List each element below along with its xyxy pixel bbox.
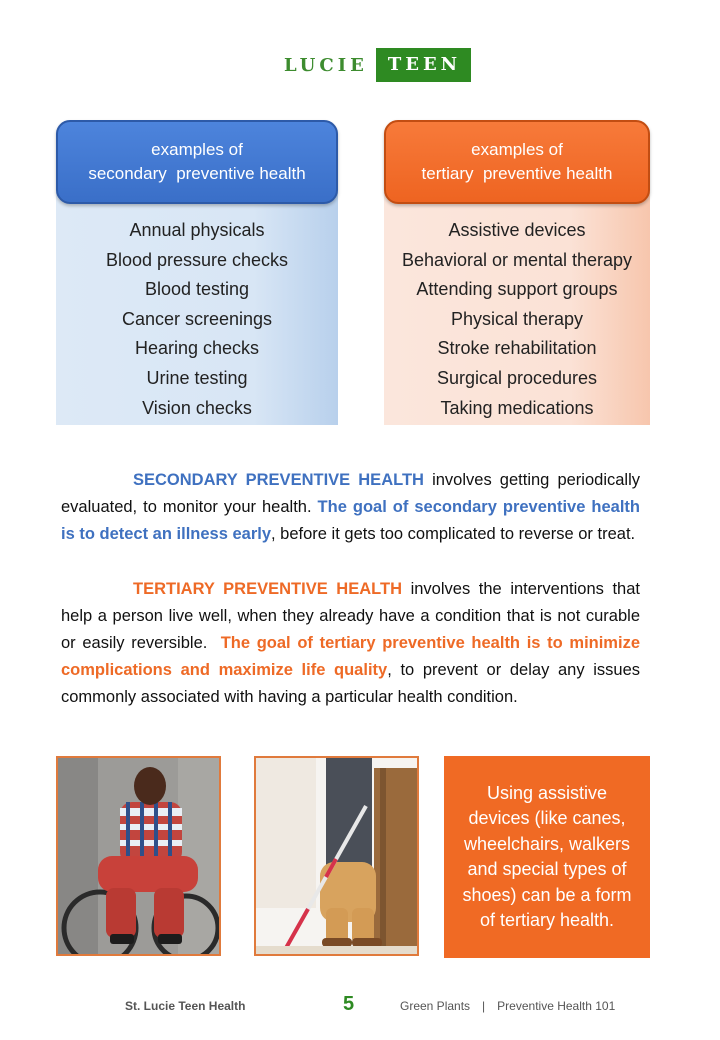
footer-publication: St. Lucie Teen Health (125, 999, 246, 1013)
tertiary-term: TERTIARY PREVENTIVE HEALTH (133, 580, 402, 598)
tertiary-card-title-line2: tertiary preventive health (421, 164, 613, 183)
page-footer (0, 995, 720, 1019)
secondary-text1: involves getting periodically evaluated, to monitor your health. (61, 471, 640, 516)
cane-user-illustration (256, 758, 417, 954)
list-item: Taking medications (440, 397, 594, 418)
list-item: Physical therapy (450, 308, 584, 329)
secondary-card-title-line1: examples of (151, 140, 243, 159)
list-item: Attending support groups (416, 279, 618, 300)
list-item: Blood pressure checks (105, 249, 289, 270)
wheelchair-user-photo (56, 756, 221, 956)
cane-user-photo (254, 756, 419, 956)
wheelchair-user-illustration (58, 758, 219, 954)
list-item: Blood testing (144, 279, 250, 300)
list-item: Surgical procedures (436, 367, 598, 388)
page-number: 5 (343, 993, 355, 1015)
secondary-text2: , before it gets too complicated to reverse or treat. (271, 525, 636, 543)
list-item: Stroke rehabilitation (437, 338, 597, 359)
footer-section (400, 999, 615, 1013)
footer-separator: | (482, 999, 486, 1013)
brand-logo-part2: TEEN (376, 48, 471, 82)
secondary-goal: The goal of secondary preventive health is to detect an illness early (61, 498, 640, 543)
list-item: Hearing checks (134, 338, 260, 359)
secondary-examples-list (56, 216, 338, 423)
list-item: Assistive devices (448, 220, 586, 240)
brand-logo-part1: LUCIE (284, 54, 368, 76)
tertiary-card-title-line1: examples of (471, 140, 563, 159)
tertiary-examples-list (384, 216, 650, 423)
callout-text: Using assistive devices (like canes, wheelchairs, walkers and special types of shoes) can be a form of tertiary health. (462, 782, 632, 930)
secondary-card-header (56, 120, 338, 204)
tertiary-goal: The goal of tertiary preventive health is to minimize complications and maximize life quality (61, 634, 640, 679)
list-item: Annual physicals (129, 220, 265, 240)
tertiary-examples-card (384, 120, 650, 425)
secondary-health-paragraph (61, 467, 640, 548)
assistive-devices-callout (444, 756, 650, 958)
tertiary-card-header (384, 120, 650, 204)
list-item: Vision checks (142, 397, 252, 418)
tertiary-health-paragraph (61, 576, 645, 711)
tertiary-text1: involves the interventions that help a person live well, when they already have a condition that is not curable or easily reversible. (61, 580, 645, 652)
secondary-examples-card (56, 120, 338, 425)
tertiary-text2: , to prevent or delay any issues commonly associated with having a particular health condition. (61, 661, 640, 706)
list-item: Behavioral or mental therapy (401, 249, 633, 270)
footer-section-name: Green Plants (400, 999, 471, 1013)
list-item: Urine testing (146, 367, 248, 388)
secondary-term: SECONDARY PREVENTIVE HEALTH (133, 471, 424, 489)
footer-document-title: Preventive Health 101 (497, 999, 616, 1013)
list-item: Cancer screenings (121, 308, 273, 329)
brand-logo (284, 48, 471, 82)
secondary-card-title-line2: secondary preventive health (88, 164, 306, 183)
